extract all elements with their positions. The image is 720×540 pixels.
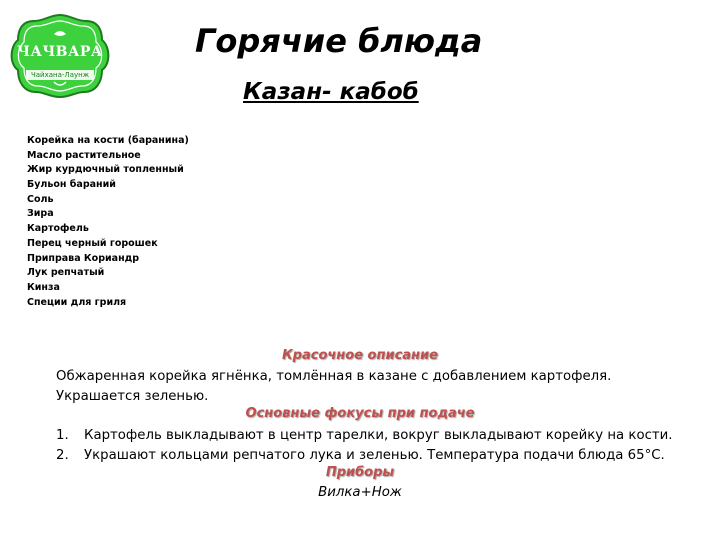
description-heading: Красочное описание: [282, 348, 438, 363]
description-line: Обжаренная корейка ягнёнка, томлённая в казане с добавлением картофеля.: [56, 369, 612, 384]
ingredient-item: Перец черный горошек: [27, 237, 158, 249]
ingredient-item: Жир курдючный топленный: [27, 164, 184, 176]
dish-name: Казан- кабоб: [243, 79, 419, 105]
utensils-value: Вилка+Нож: [318, 485, 402, 500]
serving-step: [56, 426, 696, 446]
serving-step: [56, 446, 696, 466]
description-line: Украшается зеленью.: [56, 389, 209, 404]
page-title: Горячие блюда: [195, 22, 483, 60]
ingredient-item: Бульон бараний: [27, 179, 116, 191]
ingredient-item: Лук репчатый: [27, 267, 105, 279]
description-text: [56, 367, 676, 407]
step-number: 1.: [56, 428, 69, 443]
ingredient-item: Специи для гриля: [27, 296, 127, 308]
ingredient-item: Масло растительное: [27, 149, 141, 161]
ingredients-list: [27, 134, 287, 310]
ingredient-item: Кинза: [27, 281, 60, 293]
ingredient-item: Соль: [27, 193, 54, 205]
ingredient-item: Картофель: [27, 223, 89, 235]
ingredient-item: Корейка на кости (баранина): [27, 135, 189, 146]
utensils-heading: Приборы: [325, 465, 395, 480]
step-number: 2.: [56, 448, 69, 463]
logo: [6, 12, 114, 98]
serving-steps: [56, 426, 696, 466]
serving-heading: Основные фокусы при подаче: [245, 406, 475, 421]
ingredient-item: Приправа Кориандр: [27, 252, 140, 264]
ingredient-item: Зира: [27, 208, 54, 220]
logo-brand: ЧАЧВАРА: [17, 44, 103, 60]
step-text: Картофель выкладывают в центр тарелки, вокруг выкладывают корейку на кости.: [84, 428, 673, 443]
logo-tagline: Чайхана-Лаунж: [30, 71, 90, 79]
step-text: Украшают кольцами репчатого лука и зеленью. Температура подачи блюда 65°С.: [84, 448, 665, 463]
